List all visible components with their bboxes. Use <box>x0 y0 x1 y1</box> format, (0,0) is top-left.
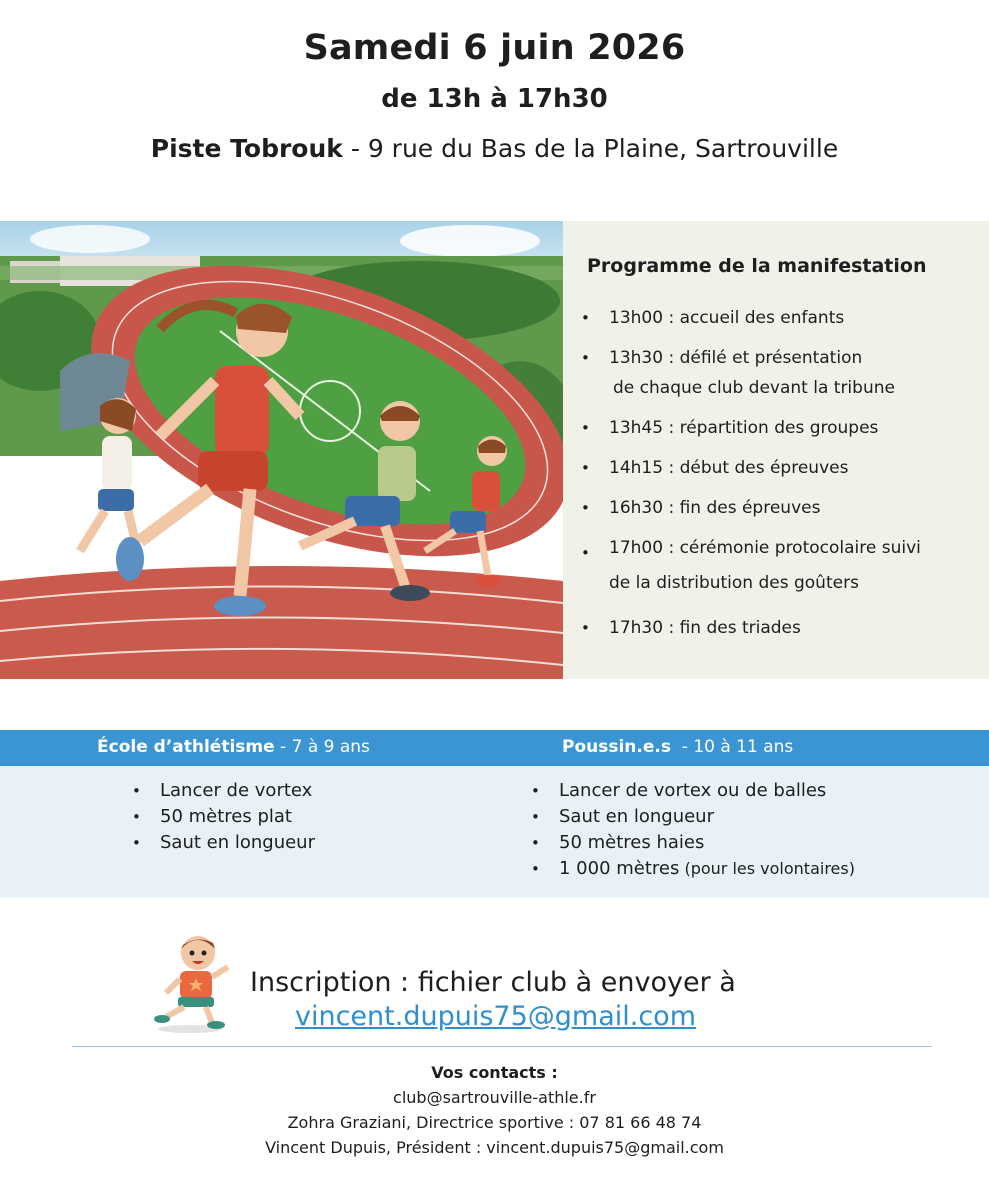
list-item: • Saut en longueur <box>529 804 855 830</box>
category-ecole-heading: École d’athlétisme - 7 à 9 ans <box>97 737 370 757</box>
event-date: Samedi 6 juin 2026 <box>303 28 686 68</box>
event-hours: de 13h à 17h30 <box>381 84 608 114</box>
programme-item: • 13h30 : défilé et présentation de chaque club devant la tribune <box>579 343 983 403</box>
inscription-section <box>0 925 989 1040</box>
list-item: • 1 000 mètres (pour les volontaires) <box>529 856 855 882</box>
venue-address: - 9 rue du Bas de la Plaine, Sartrouville <box>342 134 839 163</box>
programme-item: • 13h00 : accueil des enfants <box>579 303 983 333</box>
contacts-title: Vos contacts : <box>431 1063 558 1082</box>
programme-item: • 17h30 : fin des triades <box>579 613 983 643</box>
hero-section <box>0 221 989 679</box>
programme-panel <box>563 221 989 679</box>
divider <box>72 1046 932 1047</box>
programme-item: • 16h30 : fin des épreuves <box>579 493 983 523</box>
stadium-illustration <box>0 221 563 679</box>
contact-club-email[interactable]: club@sartrouville-athle.fr <box>393 1088 596 1107</box>
categories-header-bar <box>0 730 989 766</box>
contacts-section <box>0 1060 989 1160</box>
programme-item: • 17h00 : cérémonie protocolaire suivi de la distribution des goûters <box>579 533 983 603</box>
venue-name: Piste Tobrouk <box>150 134 343 163</box>
list-item: • Saut en longueur <box>130 830 315 856</box>
programme-list <box>579 303 983 653</box>
programme-title: Programme de la manifestation <box>587 255 927 277</box>
categories-events <box>0 766 989 898</box>
inscription-text: Inscription : fichier club à envoyer à <box>250 967 736 998</box>
contact-directrice: Zohra Graziani, Directrice sportive : 07 81 66 48 74 <box>287 1113 702 1132</box>
category-poussins-heading: Poussin.e.s - 10 à 11 ans <box>562 737 794 757</box>
poussins-events-list <box>529 778 855 882</box>
contact-president: Vincent Dupuis, Président : vincent.dupuis75@gmail.com <box>265 1138 724 1157</box>
list-item: • 50 mètres plat <box>130 804 315 830</box>
ecole-events-list <box>130 778 315 856</box>
list-item: • 50 mètres haies <box>529 830 855 856</box>
running-kid-icon <box>150 931 240 1033</box>
list-item: • Lancer de vortex ou de balles <box>529 778 855 804</box>
inscription-email-link[interactable]: vincent.dupuis75@gmail.com <box>295 1001 696 1032</box>
list-item: • Lancer de vortex <box>130 778 315 804</box>
programme-item: • 14h15 : début des épreuves <box>579 453 983 483</box>
programme-item: • 13h45 : répartition des groupes <box>579 413 983 443</box>
event-location <box>0 134 989 163</box>
running-children-illustration <box>0 221 563 679</box>
